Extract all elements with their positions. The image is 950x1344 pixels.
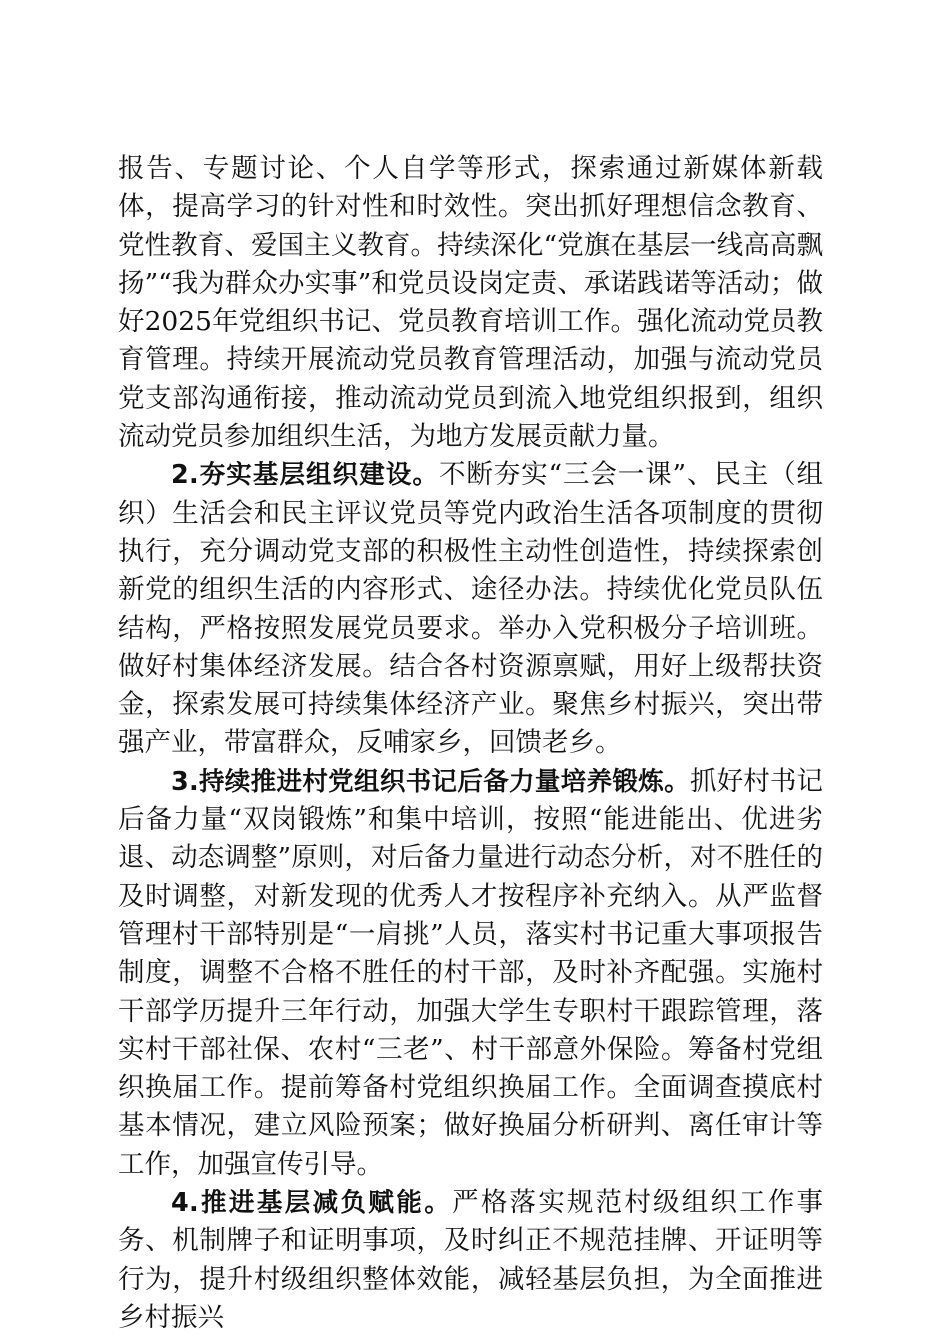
paragraph-4-text: 严格落实规范村级组织工作事务、机制牌子和证明事项，及时纠正不规范挂牌、开证明等行为，提升村级组织整体效能，减轻基层负担，为全面推进乡村振兴 [118,1187,824,1333]
document-body [118,150,823,1337]
paragraph-2-heading: 2.夯实基层组织建设。 [171,460,439,491]
paragraph-1-text: 报告、专题讨论、个人自学等形式，探索通过新媒体新载体，提高学习的针对性和时效性。突出抓好理想信念教育、党性教育、爱国主义教育。持续深化“党旗在基层一线高高飘扬”“我为群众办实事”和党员设岗定责、承诺践诺等活动；做好2025年党组织书记、党员教育培训工作。强化流动党员教育管理。持续开展流动党员教育管理活动，加强与流动党员党支部沟通衔接，推动流动党员到流入地党组织报到，组织流动党员参加组织生活，为地方发展贡献力量。 [118,153,823,453]
paragraph-4 [118,1184,823,1337]
paragraph-2 [118,456,823,762]
paragraph-3-heading: 3.持续推进村党组织书记后备力量培养锻炼。 [171,766,690,797]
paragraph-4-heading: 4.推进基层减负赋能。 [171,1188,453,1219]
paragraph-2-text: 不断夯实“三会一课”、民主（组织）生活会和民主评议党员等党内政治生活各项制度的贯彻执行，充分调动党支部的积极性主动性创造性，持续探索创新党的组织生活的内容形式、途径办法。持续优化党员队伍结构，严格按照发展党员要求。举办入党积极分子培训班。做好村集体经济发展。结合各村资源禀赋，用好上级帮扶资金，探索发展可持续集体经济产业。聚焦乡村振兴，突出带强产业，带富群众，反哺家乡，回馈老乡。 [118,459,823,759]
paragraph-1 [118,150,823,456]
paragraph-3 [118,763,823,1184]
paragraph-3-text: 抓好村书记后备力量“双岗锻炼”和集中培训，按照“能进能出、优进劣退、动态调整”原则，对后备力量进行动态分析，对不胜任的及时调整，对新发现的优秀人才按程序补充纳入。从严监督管理村干部特别是“一肩挑”人员，落实村书记重大事项报告制度，调整不合格不胜任的村干部，及时补齐配强。实施村干部学历提升三年行动，加强大学生专职村干跟踪管理，落实村干部社保、农村“三老”、村干部意外保险。筹备村党组织换届工作。提前筹备村党组织换届工作。全面调查摸底村基本情况，建立风险预案；做好换届分析研判、离任审计等工作，加强宣传引导。 [118,765,823,1180]
